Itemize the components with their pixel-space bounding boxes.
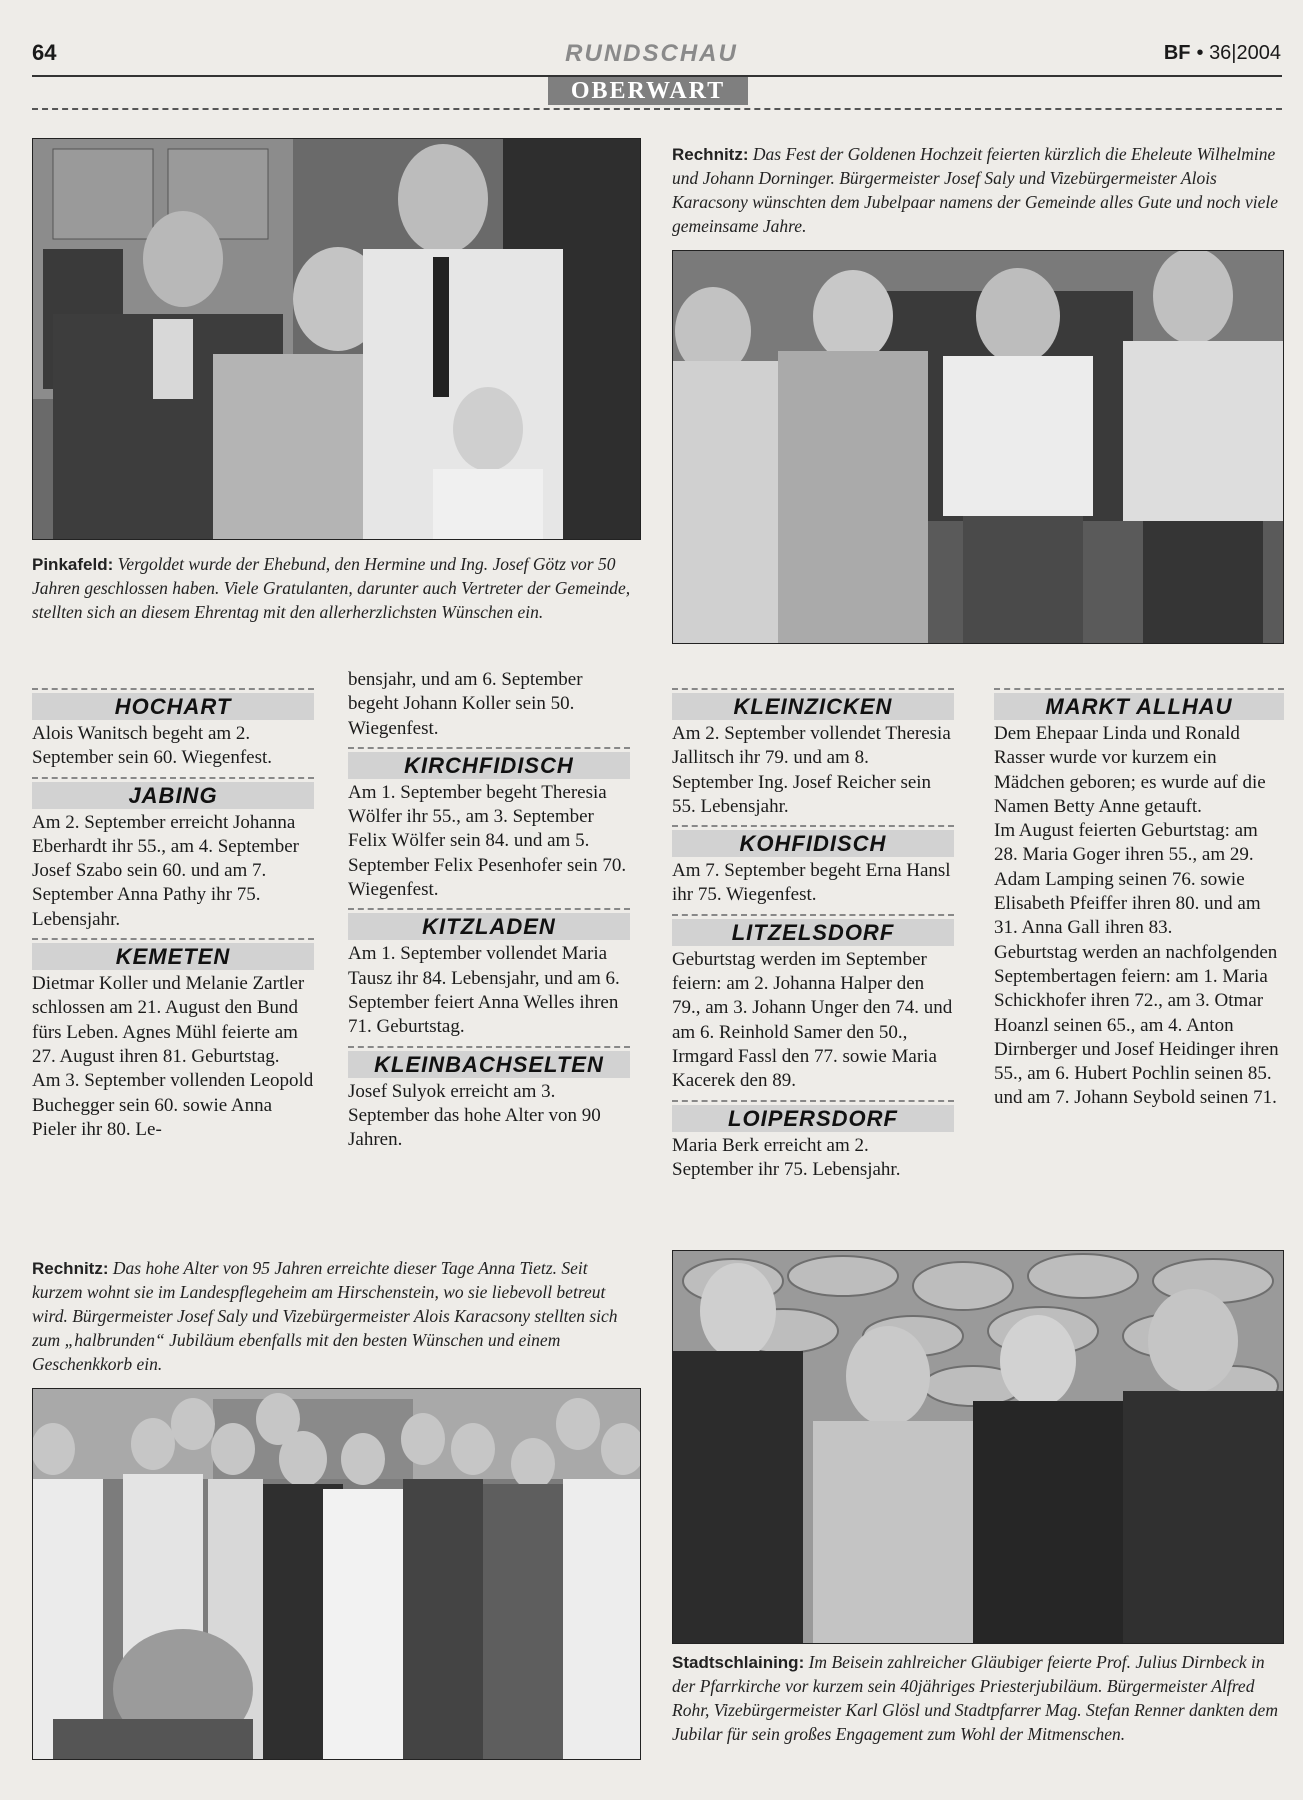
section-text-kohfidisch: Am 7. September begeht Erna Hansl ihr 75. Wiegenfest.: [672, 860, 951, 906]
rechnitz-dorninger-photo: [672, 250, 1284, 644]
section-text-kemeten-continued: bensjahr, und am 6. September begeht Johann Koller sein 50. Wiegenfest.: [348, 669, 583, 739]
column-1: [32, 682, 314, 1142]
section-heading-kemeten: KEMETEN: [32, 938, 314, 966]
pinkafeld-caption: [32, 552, 639, 624]
stadtschlaining-photo: [672, 1250, 1284, 1644]
section-text-hochart: Alois Wanitsch begeht am 2. September sein 60. Wiegenfest.: [32, 723, 273, 769]
pinkafeld-photo: [32, 138, 641, 540]
section-text-kitzladen: Am 1. September vollendet Maria Tausz ihr 84. Lebensjahr, und am 6. September feiert Anna Welles ihren 71. Geburtstag.: [348, 943, 620, 1038]
caption-text: Vergoldet wurde der Ehebund, den Hermine und Ing. Josef Götz vor 50 Jahren geschlossen haben. Viele Gratulanten, darunter auch Vertreter der Gemeinde, stellten sich an diesem Ehrentag mit den allerherzlichsten Wünschen ein.: [32, 554, 631, 622]
caption-place: Rechnitz:: [672, 145, 749, 164]
page-number: 64: [32, 40, 57, 65]
section-text-loipersdorf: Maria Berk erreicht am 2. September ihr 75. Lebensjahr.: [672, 1134, 901, 1180]
issue-info: [1164, 42, 1281, 65]
section-text-litzelsdorf: Geburtstag werden im September feiern: am 2. Johanna Halper den 79., am 3. Johann Unger den 74. und am 6. Reinhold Samer den 50., Irmgard Fassl den 77. sowie Maria Kacerek den 89.: [672, 948, 953, 1092]
column-4: [994, 682, 1284, 1111]
magazine-title: RUNDSCHAU: [565, 40, 738, 67]
section-heading-jabing: JABING: [32, 777, 314, 805]
section-text-kirchfidisch: Am 1. September begeht Theresia Wölfer ihr 55., am 3. September Felix Wölfer sein 84. und am 5. September Felix Pesenhofer sein 70. Wiegenfest.: [348, 781, 627, 901]
section-heading-kohfidisch: KOHFIDISCH: [672, 825, 954, 853]
section-text-kleinbachselten: Josef Sulyok erreicht am 3. September das hohe Alter von 90 Jahren.: [348, 1080, 601, 1151]
issue-separator: •: [1196, 42, 1204, 64]
section-text-kleinzicken: Am 2. September vollendet Theresia Jallitsch ihr 79. und am 8. September Ing. Josef Reicher sein 55. Lebensjahr.: [672, 723, 951, 817]
rechnitz-tietz-photo: [32, 1388, 641, 1760]
caption-text: Das hohe Alter von 95 Jahren erreichte dieser Tage Anna Tietz. Seit kurzem wohnt sie im Landespflegeheim am Hirschenstein, wo sie liebevoll betreut wird. Bürgermeister Josef Saly und Vizebürgermeister Alois Karacsony stellten sich zum „halbrunden“ Jubiläum ebenfalls mit den besten Wünschen und einem Geschenkkorb ein.: [32, 1258, 618, 1374]
header-dashed-rule: [32, 108, 1282, 110]
caption-place: Rechnitz:: [32, 1259, 109, 1278]
section-heading-loipersdorf: LOIPERSDORF: [672, 1100, 954, 1128]
issue-number: 36|2004: [1209, 42, 1281, 64]
section-heading-hochart: HOCHART: [32, 688, 314, 716]
caption-place: Pinkafeld:: [32, 555, 114, 574]
section-heading-kitzladen: KITZLADEN: [348, 908, 630, 936]
section-text-markt-allhau-2: Im August feierten Geburtstag: am 28. Maria Goger ihren 55., am 29. Adam Lamping seinen 76. sowie Elisabeth Pfeiffer ihren 80. und am 31. Anna Gall ihren 83.: [994, 820, 1261, 939]
section-text-markt-allhau-3: Geburtstag werden an nachfolgenden Septembertagen feiern: am 1. Maria Schickhofer ihren 72., am 3. Otmar Hoanzl seinen 65., am 4. Anton Dirnberger und Josef Heidinger ihren 55., am 6. Hubert Pochlin seinen 85. und am 7. Johann Seybold seinen 71.: [994, 941, 1279, 1109]
column-3: [672, 682, 954, 1182]
section-heading-kleinzicken: KLEINZICKEN: [672, 688, 954, 716]
section-text-kemeten-2: Am 3. September vollenden Leopold Buchegger sein 60. sowie Anna Pieler ihr 80. Le-: [32, 1070, 314, 1140]
section-text-kemeten-1: Dietmar Koller und Melanie Zartler schlossen am 21. August den Bund fürs Leben. Agnes Mühl feierte am 27. August ihren 81. Geburtstag.: [32, 973, 305, 1067]
caption-text: Im Beisein zahlreicher Gläubiger feierte Prof. Julius Dirnbeck in der Pfarrkirche vor kurzem sein 40jähriges Priesterjubiläum. Bürgermeister Alfred Rohr, Vizebürgermeister Karl Glösl und Stadtpfarrer Mag. Stefan Renner dankten dem Jubilar für sein großes Engagement zum Wohl der Mitmenschen.: [672, 1652, 1278, 1744]
issue-brand: BF: [1163, 42, 1191, 64]
column-2: [348, 668, 630, 1152]
section-heading-markt-allhau: MARKT ALLHAU: [994, 688, 1284, 716]
caption-text: Das Fest der Goldenen Hochzeit feierten kürzlich die Eheleute Wilhelmine und Johann Dorninger. Bürgermeister Josef Saly und Vizebürgermeister Alois Karacsony wünschten dem Jubelpaar namens der Gemeinde alles Gute und noch viele gemeinsame Jahre.: [672, 144, 1279, 236]
rechnitz-top-caption: [672, 142, 1282, 238]
section-banner: OBERWART: [548, 77, 748, 105]
section-heading-kleinbachselten: KLEINBACHSELTEN: [348, 1046, 630, 1074]
section-text-markt-allhau-1: Dem Ehepaar Linda und Ronald Rasser wurde vor kurzem ein Mädchen geboren; es wurde auf die Namen Betty Anne getauft.: [994, 723, 1266, 817]
rechnitz-bottom-caption: [32, 1256, 639, 1376]
stadtschlaining-caption: [672, 1650, 1282, 1746]
caption-place: Stadtschlaining:: [672, 1653, 805, 1672]
section-text-jabing: Am 2. September erreicht Johanna Eberhardt ihr 55., am 4. September Josef Szabo sein 60. und am 7. September Anna Pathy ihr 75. Lebensjahr.: [32, 811, 299, 930]
section-heading-litzelsdorf: LITZELSDORF: [672, 914, 954, 942]
section-heading-kirchfidisch: KIRCHFIDISCH: [348, 747, 630, 775]
